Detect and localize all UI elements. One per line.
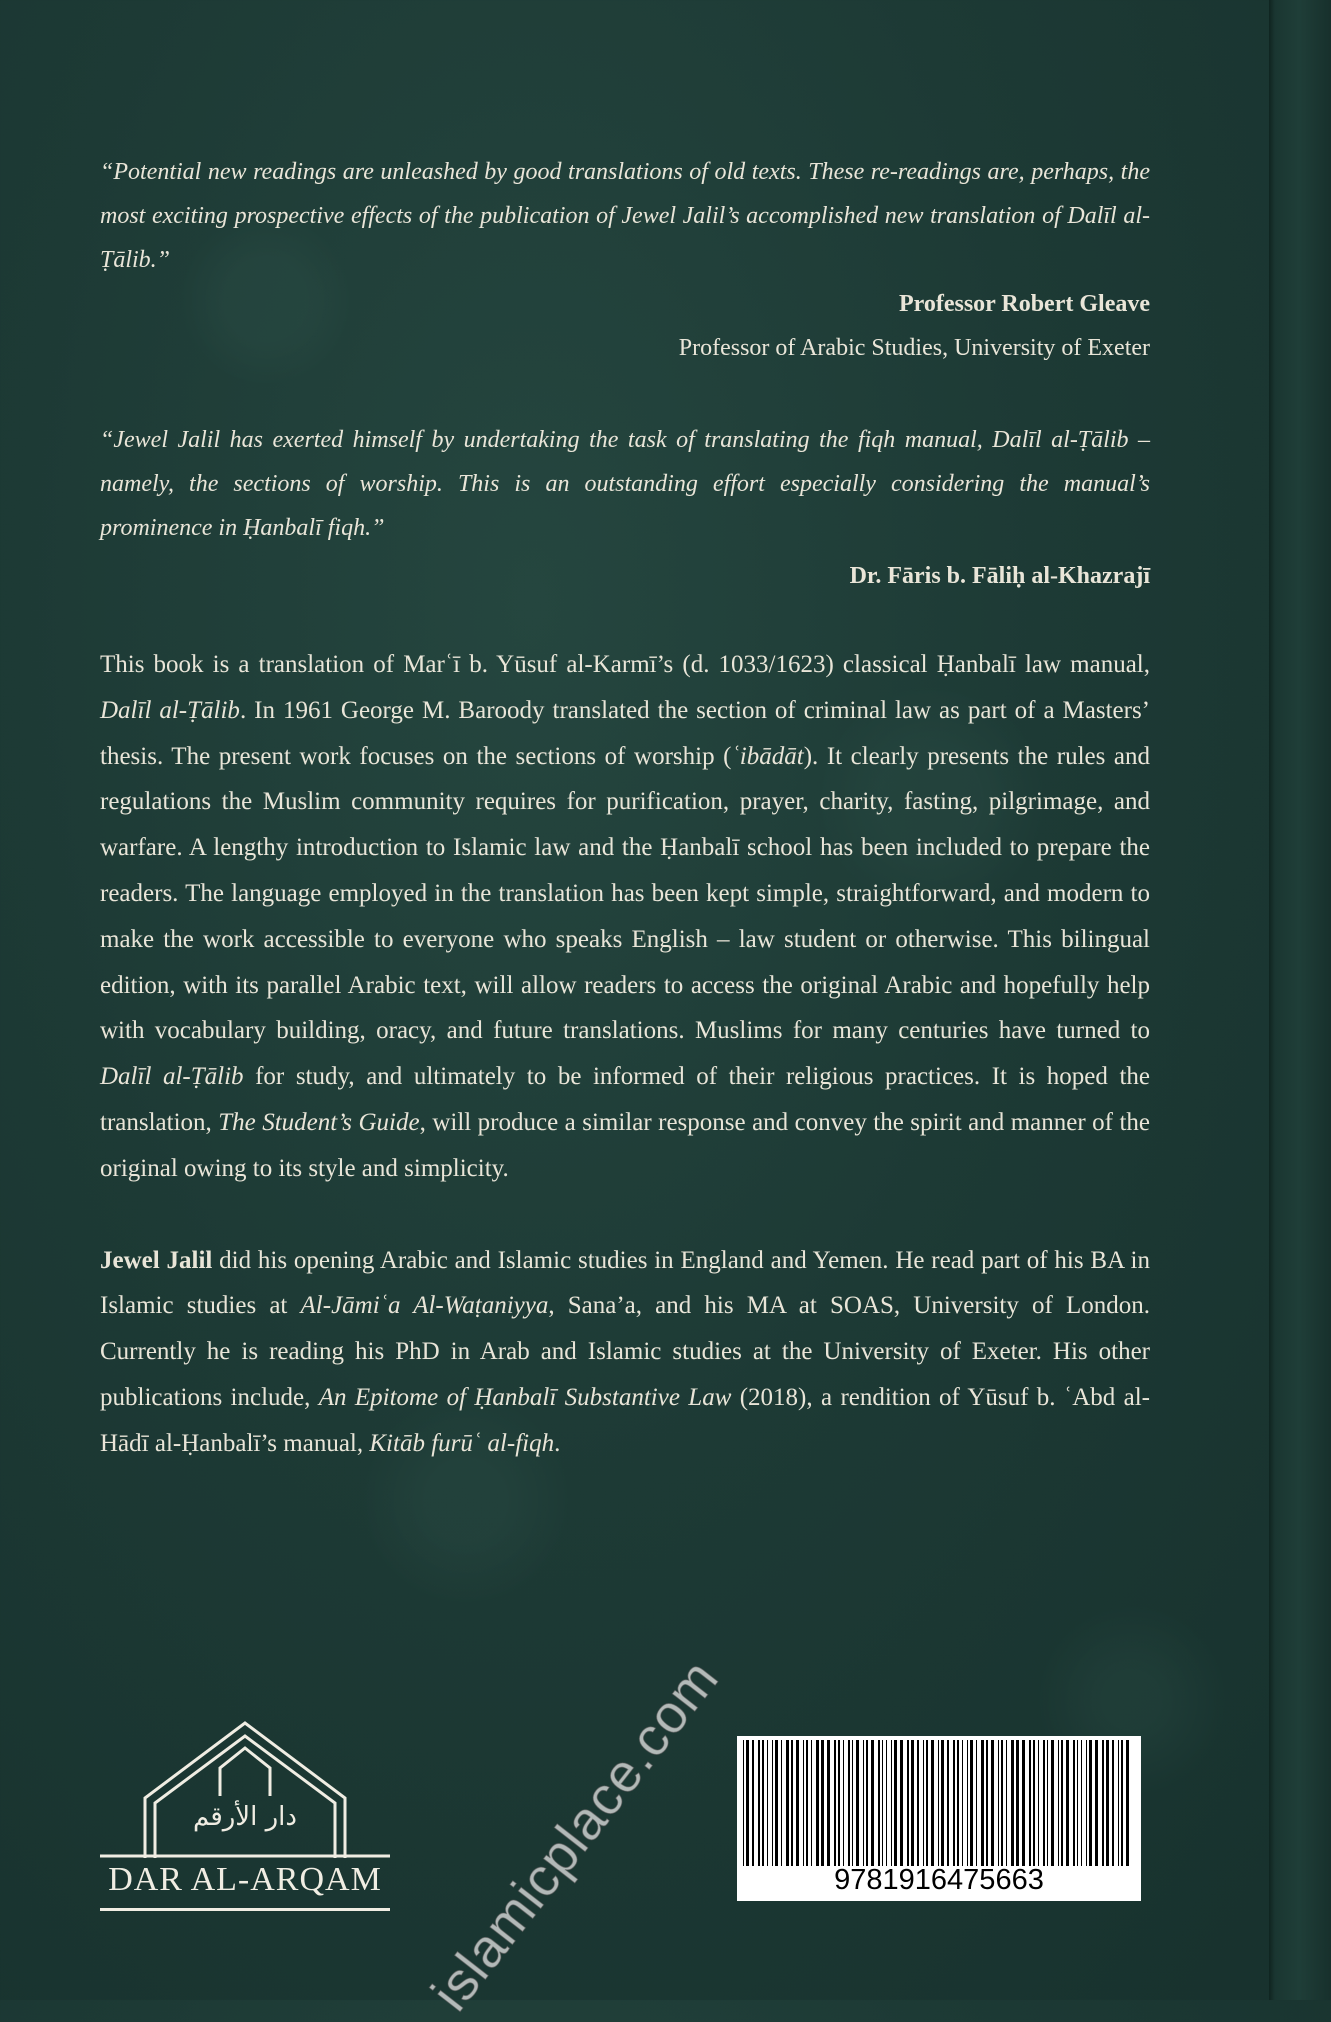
barcode-bar [743, 1740, 744, 1866]
barcode-bar [1047, 1740, 1048, 1866]
publisher-logo [100, 1718, 390, 1918]
endorsement-author-1: Professor Robert Gleave [898, 291, 1150, 317]
house-logo-icon [100, 1718, 390, 1858]
barcode-bar [976, 1740, 977, 1866]
logo-underline [100, 1908, 390, 1911]
isbn-barcode [737, 1736, 1141, 1901]
barcode-bar [1095, 1740, 1098, 1866]
barcode-bar [1121, 1740, 1123, 1866]
barcode-bar [806, 1740, 808, 1866]
endorsement-quote-1: “Potential new readings are unleashed by good translations of old texts. These re-readings are, perhaps, the most exciting prospective effects of the publication of Jewel Jalil’s accomplished new translation of Dalīl al-Ṭālib.” [100, 159, 1150, 273]
barcode-bar [821, 1740, 824, 1866]
text: , will produce a similar response and convey the spirit and manner of the original owing to its style and simplicity. [100, 1108, 1150, 1182]
barcode-bar [1066, 1740, 1069, 1866]
barcode-bar [891, 1740, 892, 1866]
title-italic: Dalīl al-Ṭālib [100, 1063, 244, 1091]
text: (2018), a rendition of Yūsuf b. ʿAbd al-Hādī al-Ḥanbalī’s manual, [100, 1383, 1150, 1457]
publisher-name-arabic: دار الأرقم [193, 1802, 297, 1832]
barcode-bar [931, 1740, 934, 1866]
barcode-bar [746, 1740, 749, 1866]
barcode-bar [1077, 1740, 1078, 1866]
barcode-bar [970, 1740, 973, 1866]
spine-edge [1269, 0, 1331, 2000]
author-name: Jewel Jalil [100, 1246, 213, 1274]
barcode-bar [1029, 1740, 1031, 1866]
barcode-bar [827, 1740, 830, 1866]
isbn-number: 9781916475663 [834, 1864, 1044, 1896]
barcode-bar [923, 1740, 924, 1866]
barcode-bar [1106, 1740, 1109, 1866]
barcode-bar [775, 1740, 778, 1866]
barcode-bar [856, 1740, 859, 1866]
barcode-bar [1102, 1740, 1104, 1866]
barcode-bar [1058, 1740, 1059, 1866]
barcode-bar [1011, 1740, 1014, 1866]
text: did his opening Arabic and Islamic studies in England and Yemen. He read part of his BA in Islamic studies at [100, 1246, 1151, 1320]
barcode-bar [1001, 1740, 1003, 1866]
barcode-bar [1022, 1740, 1025, 1866]
barcode-bar [1081, 1740, 1082, 1866]
barcode-bar [758, 1740, 760, 1866]
text: . In 1961 George M. Baroody translated the section of criminal law as part of a Masters’ thesis. The present work focuses on the sections of worship ( [100, 696, 1150, 770]
barcode-bar [967, 1740, 968, 1866]
barcode-bar [796, 1740, 799, 1866]
author-bio [100, 1238, 1150, 1467]
barcode-bar [852, 1740, 853, 1866]
title-italic: Kitāb furūʿ al-fiqh [369, 1429, 555, 1457]
barcode-bar [811, 1740, 812, 1866]
barcode-bars [741, 1740, 1137, 1866]
barcode-bar [998, 1740, 999, 1866]
barcode-bar [791, 1740, 793, 1866]
barcode-bar [878, 1740, 880, 1866]
barcode-bar [781, 1740, 782, 1866]
barcode-bar [834, 1740, 836, 1866]
barcode-bar [848, 1740, 850, 1866]
barcode-bar [1073, 1740, 1075, 1866]
barcode-bar [1089, 1740, 1092, 1866]
barcode-bar [953, 1740, 955, 1866]
barcode-bar [1086, 1740, 1087, 1866]
watermark: islamicplace.com [420, 1648, 731, 2022]
title-italic: The Student’s Guide [218, 1108, 420, 1136]
title-italic: An Epitome of Ḥanbalī Substantive Law [318, 1383, 732, 1411]
barcode-bar [941, 1740, 944, 1866]
barcode-bar [917, 1740, 919, 1866]
title-italic: Dalīl al-Ṭālib [100, 696, 240, 724]
barcode-bar [938, 1740, 939, 1866]
barcode-bar [1118, 1740, 1119, 1866]
barcode-bar [866, 1740, 868, 1866]
barcode-bar [886, 1740, 887, 1866]
text: for study, and ultimately to be informed of their religious practices. It is hoped the translation, [100, 1063, 1150, 1136]
barcode-bar [786, 1740, 789, 1866]
barcode-bar [1016, 1740, 1019, 1866]
text-column [100, 150, 1150, 1467]
barcode-bar [1033, 1740, 1035, 1866]
barcode-bar [816, 1740, 819, 1866]
barcode-bar [762, 1740, 764, 1866]
barcode-bar [1126, 1740, 1129, 1866]
barcode-bar [803, 1740, 804, 1866]
barcode-bar [986, 1740, 988, 1866]
endorsement-quote-2: “Jewel Jalil has exerted himself by undertaking the task of translating the fiqh manual, Dalīl al-Ṭālib – namely, the sections of worship. This is an outstanding effort especially considering the manual’s prominence in Ḥanbalī fiqh.” [100, 427, 1150, 541]
text: , Sana’a, and his MA at SOAS, University of London. Currently he is reading his PhD in Arab and Islamic studies at the University of Exeter. His other publications include, [100, 1292, 1151, 1411]
barcode-bar [882, 1740, 883, 1866]
text: ). It clearly presents the rules and regulations the Muslim community requires for purification, prayer, charity, fasting, pilgrimage, and warfare. A lengthy introduction to Islamic law and the Ḥanbalī school has been included to prepare the readers. The language employed in the translation has been kept simple, straightforward, and modern to make the work accessible to everyone who speaks English – law student or otherwise. This bilingual edition, with its parallel Arabic text, will allow readers to access the original Arabic and hopefully help with vocabulary building, oracy, and future translations. Muslims for many centuries have turned to [100, 742, 1150, 1045]
barcode-bar [871, 1740, 874, 1866]
barcode-bar [863, 1740, 864, 1866]
barcode-bar [981, 1740, 984, 1866]
barcode-bar [962, 1740, 963, 1866]
endorsement-affiliation-1: Professor of Arabic Studies, University of Exeter [678, 335, 1150, 361]
barcode-bar [752, 1740, 754, 1866]
barcode-bar [767, 1740, 768, 1866]
barcode-bar [947, 1740, 949, 1866]
endorsement-author-2: Dr. Fāris b. Fāliḥ al-Khazrajī [849, 563, 1150, 589]
barcode-bar [1051, 1740, 1054, 1866]
term-italic: ʿibādāt [731, 742, 804, 770]
barcode-bar [843, 1740, 844, 1866]
barcode-bar [1043, 1740, 1045, 1866]
text: . [554, 1429, 561, 1457]
barcode-bar [772, 1740, 773, 1866]
barcode-bar [1038, 1740, 1039, 1866]
barcode-bar [926, 1740, 928, 1866]
barcode-bar [911, 1740, 914, 1866]
barcode-bar [957, 1740, 959, 1866]
barcode-bar [838, 1740, 840, 1866]
barcode-bar [1061, 1740, 1063, 1866]
barcode-bar [894, 1740, 897, 1866]
text: This book is a translation of Marʿī b. Yūsuf al-Karmī’s (d. 1033/1623) classical Ḥanbalī law manual, [100, 651, 1150, 678]
book-description [100, 642, 1150, 1192]
barcode-bar [1006, 1740, 1007, 1866]
publisher-name: DAR AL-ARQAM [108, 1861, 382, 1898]
barcode-bar [991, 1740, 994, 1866]
barcode-bar [907, 1740, 909, 1866]
barcode-bar [900, 1740, 903, 1866]
institution-italic: Al-Jāmiʿa Al-Waṭaniyya [300, 1292, 549, 1320]
barcode-bar [1112, 1740, 1114, 1866]
